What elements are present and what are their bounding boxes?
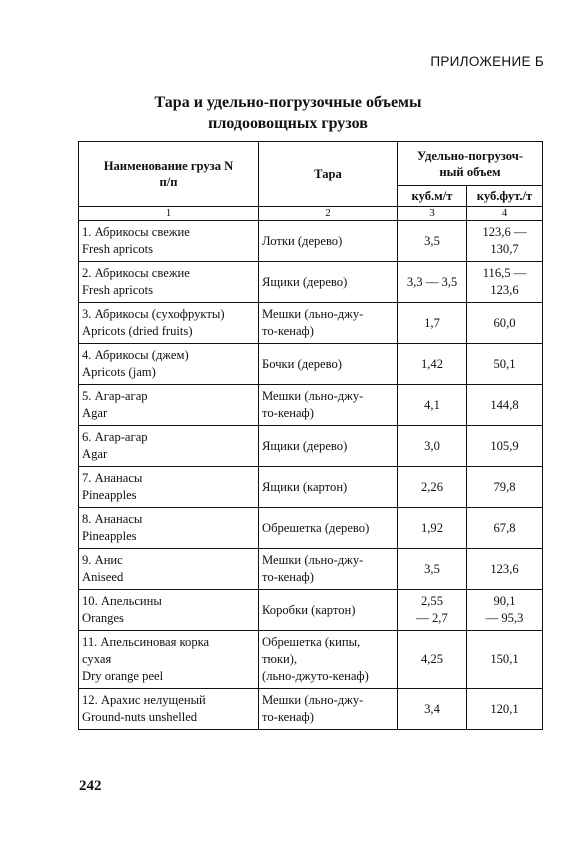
cell-line: 4,25 — [420, 652, 444, 666]
column-number: 4 — [467, 207, 543, 221]
cell-line: Лотки (дерево) — [262, 233, 343, 248]
cell-line: 1. Абрикосы свежие — [82, 225, 190, 239]
title-line-2: плодоовощных грузов — [208, 115, 368, 132]
header-volume: Удельно-погрузоч-ный объем — [398, 142, 543, 186]
cargo-name-cell — [79, 508, 259, 549]
volume-ft3-cell — [467, 303, 543, 344]
volume-ft3-cell — [467, 508, 543, 549]
cell-line: 11. Апельсиновая корка — [82, 635, 210, 649]
cell-line: Pineapples — [82, 488, 137, 502]
cell-line: 8. Ананасы — [82, 512, 143, 526]
cargo-name-cell — [79, 590, 259, 631]
tara-cell — [259, 385, 398, 426]
cell-line: Ящики (дерево) — [262, 438, 348, 453]
tara-cell — [259, 344, 398, 385]
tara-cell — [259, 689, 398, 730]
tara-cell — [259, 508, 398, 549]
tara-cell — [259, 221, 398, 262]
cell-line: 12. Арахис нелущеный — [82, 693, 206, 707]
cell-line: 123,6 — [490, 283, 519, 297]
table-row — [79, 590, 543, 631]
cell-line: 60,0 — [493, 315, 516, 330]
cell-line: тюки), — [262, 652, 298, 666]
volume-ft3-cell — [467, 262, 543, 303]
volume-ft3-cell — [467, 344, 543, 385]
page-number: 242 — [79, 778, 102, 794]
volume-ft3-cell — [467, 467, 543, 508]
cell-line: 67,8 — [493, 520, 516, 535]
cell-line: Мешки (льно-джу- — [262, 693, 364, 707]
cell-line: — 2,7 — [416, 611, 448, 625]
cell-line: то-кенаф) — [262, 710, 314, 724]
cell-line: 4,1 — [424, 397, 440, 412]
cell-line: 3,4 — [424, 701, 440, 716]
volume-ft3-cell — [467, 385, 543, 426]
cell-line: Agar — [82, 447, 108, 461]
cell-line: Dry orange peel — [82, 669, 164, 683]
table-row — [79, 467, 543, 508]
tara-cell — [259, 426, 398, 467]
cell-line: 6. Агар-агар — [82, 430, 148, 444]
cell-line: 50,1 — [493, 356, 516, 371]
cell-line: 3,5 — [424, 233, 440, 248]
volume-m3-cell — [398, 344, 467, 385]
column-number: 1 — [79, 207, 259, 221]
column-numbers-row — [79, 207, 543, 221]
cell-line: то-кенаф) — [262, 324, 314, 338]
volume-m3-cell — [398, 426, 467, 467]
cargo-name-cell — [79, 631, 259, 689]
cell-line: 120,1 — [490, 701, 519, 716]
cell-line: 7. Ананасы — [82, 471, 143, 485]
table-row — [79, 426, 543, 467]
cell-line: сухая — [82, 652, 112, 666]
header-ft3: куб.фут./т — [467, 186, 543, 207]
table-row — [79, 262, 543, 303]
cell-line: Ground-nuts unshelled — [82, 710, 198, 724]
cargo-name-cell — [79, 262, 259, 303]
cell-line: 130,7 — [490, 242, 519, 256]
volume-m3-cell — [398, 508, 467, 549]
cell-line: 150,1 — [490, 652, 519, 666]
cell-line: 123,6 — [490, 561, 519, 576]
cargo-name-cell — [79, 467, 259, 508]
cargo-name-cell — [79, 221, 259, 262]
column-number: 3 — [398, 207, 467, 221]
cell-line: 1,42 — [420, 356, 444, 371]
cell-line: (льно-джуто-кенаф) — [262, 669, 369, 683]
cell-line: — 95,3 — [485, 611, 524, 625]
volume-m3-cell — [398, 467, 467, 508]
table-row — [79, 385, 543, 426]
tara-cell — [259, 590, 398, 631]
cargo-table — [78, 141, 543, 730]
volume-ft3-cell — [467, 590, 543, 631]
volume-m3-cell — [398, 221, 467, 262]
volume-ft3-cell — [467, 426, 543, 467]
volume-ft3-cell — [467, 631, 543, 689]
cell-line: Бочки (дерево) — [262, 356, 342, 371]
tara-cell — [259, 631, 398, 689]
cell-line: 105,9 — [490, 438, 519, 453]
cell-line: Oranges — [82, 611, 124, 625]
cargo-name-cell — [79, 344, 259, 385]
cell-line: 123,6 — — [482, 225, 527, 239]
volume-m3-cell — [398, 262, 467, 303]
cell-line: 4. Абрикосы (джем) — [82, 348, 189, 362]
cargo-name-cell — [79, 689, 259, 730]
cargo-name-cell — [79, 426, 259, 467]
tara-cell — [259, 303, 398, 344]
cell-line: 79,8 — [493, 479, 516, 494]
volume-ft3-cell — [467, 549, 543, 590]
volume-m3-cell — [398, 689, 467, 730]
tara-cell — [259, 262, 398, 303]
cell-line: Fresh apricots — [82, 283, 153, 297]
cell-line: 2,26 — [420, 479, 444, 494]
cargo-name-cell — [79, 385, 259, 426]
cell-line: 9. Анис — [82, 553, 123, 567]
cell-line: 144,8 — [490, 397, 519, 412]
table-row — [79, 508, 543, 549]
title-line-1: Тара и удельно-погрузочные объемы — [154, 94, 422, 111]
cell-line: Мешки (льно-джу- — [262, 553, 364, 567]
cargo-name-cell — [79, 303, 259, 344]
volume-m3-cell — [398, 549, 467, 590]
tara-cell — [259, 467, 398, 508]
cell-line: Обрешетка (кипы, — [262, 635, 361, 649]
volume-ft3-cell — [467, 689, 543, 730]
header-m3: куб.м/т — [398, 186, 467, 207]
column-number: 2 — [259, 207, 398, 221]
cell-line: 90,1 — [493, 594, 516, 608]
table-row — [79, 221, 543, 262]
table-row — [79, 689, 543, 730]
cell-line: 3. Абрикосы (сухофрукты) — [82, 307, 225, 321]
cell-line: Apricots (dried fruits) — [82, 324, 193, 338]
cell-line: Agar — [82, 406, 108, 420]
table-row — [79, 303, 543, 344]
page-title — [0, 92, 576, 134]
cell-line: Apricots (jam) — [82, 365, 156, 379]
cell-line: Обрешетка (дерево) — [262, 520, 370, 535]
cell-line: Aniseed — [82, 570, 124, 584]
table-row — [79, 631, 543, 689]
cell-line: 2. Абрикосы свежие — [82, 266, 190, 280]
cell-line: Ящики (дерево) — [262, 274, 348, 289]
cell-line: Ящики (картон) — [262, 479, 348, 494]
cell-line: Мешки (льно-джу- — [262, 389, 364, 403]
cell-line: 116,5 — — [482, 266, 527, 280]
cell-line: 3,5 — [424, 561, 440, 576]
cell-line: то-кенаф) — [262, 406, 314, 420]
table-row — [79, 549, 543, 590]
tara-cell — [259, 549, 398, 590]
volume-m3-cell — [398, 631, 467, 689]
volume-ft3-cell — [467, 221, 543, 262]
appendix-label: ПРИЛОЖЕНИЕ Б — [430, 54, 544, 69]
header-tara: Тара — [259, 142, 398, 207]
cell-line: 3,3 — 3,5 — [406, 274, 458, 289]
cell-line: 2,55 — [420, 594, 444, 608]
volume-m3-cell — [398, 385, 467, 426]
table-row — [79, 344, 543, 385]
cell-line: 10. Апельсины — [82, 594, 162, 608]
volume-m3-cell — [398, 590, 467, 631]
cell-line: 5. Агар-агар — [82, 389, 148, 403]
cell-line: Мешки (льно-джу- — [262, 307, 364, 321]
header-name: Наименование груза N п/п — [79, 142, 259, 207]
cell-line: Pineapples — [82, 529, 137, 543]
cell-line: то-кенаф) — [262, 570, 314, 584]
volume-m3-cell — [398, 303, 467, 344]
cell-line: 3,0 — [424, 438, 440, 453]
cargo-name-cell — [79, 549, 259, 590]
cell-line: 1,92 — [420, 520, 444, 535]
cell-line: Коробки (картон) — [262, 602, 356, 617]
cell-line: 1,7 — [424, 315, 440, 330]
cell-line: Fresh apricots — [82, 242, 153, 256]
